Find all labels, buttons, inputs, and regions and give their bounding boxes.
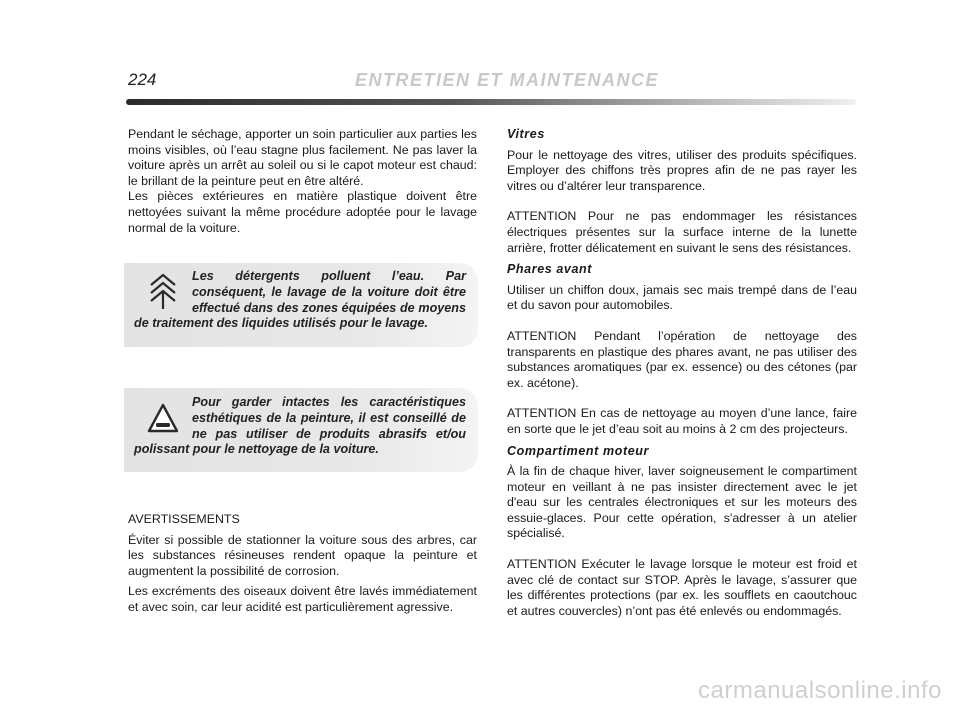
chapter-title: ENTRETIEN ET MAINTENANCE	[355, 70, 660, 90]
warning-paragraph-2: Les excréments des oiseaux doivent être lavés immédiatement et avec soin, car leur acidité est particulièrement agressive.	[128, 584, 477, 614]
header-rule	[126, 99, 856, 105]
moteur-paragraph-2: ATTENTION Exécuter le lavage lorsque le moteur est froid et avec clé de contact sur STOP. Après le lavage, s’assurer que les différentes protections (par ex. les soufflets en caoutchouc et autres couvercles) n’ont pas été enlevés ou endommagés.	[507, 557, 857, 618]
paint-warning-callout-text: Pour garder intactes les caractéristiques esthétiques de la peinture, il est conseillé de ne pas utiliser de produits abrasifs et/ou polissant pour le nettoyage de la voiture.	[134, 395, 466, 457]
environment-chevrons-icon	[146, 271, 180, 311]
phares-heading: Phares avant	[507, 262, 593, 277]
left-paragraph-2: Les pièces extérieures en matière plastique doivent être nettoyées suivant la même procédure adoptée pour le lavage normal de la voiture.	[128, 189, 477, 235]
vitres-heading: Vitres	[507, 127, 545, 141]
warnings-section	[128, 512, 477, 616]
paint-warning-callout	[124, 388, 478, 472]
phares-paragraph-3: ATTENTION En cas de nettoyage au moyen d’une lance, faire en sorte que le jet d’eau soit au moins à 2 cm des projecteurs.	[507, 406, 857, 436]
phares-paragraph-2: ATTENTION Pendant l’opération de nettoyage des transparents en plastique des phares avant, ne pas utiliser des substances aromatiques (par ex. essence) ou des cétones (par ex. acétone).	[507, 328, 857, 390]
watermark: carmanualsonline.info	[698, 677, 942, 704]
right-column	[507, 127, 857, 619]
warning-triangle-icon	[146, 397, 180, 437]
moteur-heading: Compartiment moteur	[507, 443, 649, 458]
environment-callout	[124, 263, 478, 347]
environment-callout-text: Les détergents polluent l’eau. Par conséquent, le lavage de la voiture doit être effectué dans des zones équipées de moyens de traitement des liquides utilisés pour le lavage.	[134, 269, 466, 331]
page-number: 224	[128, 70, 157, 89]
warning-paragraph-1: Éviter si possible de stationner la voiture sous des arbres, car les substances résineuses rendent opaque la peinture et augmentent la possibilité de corrosion.	[128, 532, 477, 578]
warnings-label: AVERTISSEMENTS	[128, 512, 240, 526]
left-paragraph-1: Pendant le séchage, apporter un soin particulier aux parties les moins visibles, où l’eau stagne plus facilement. Ne pas laver la voiture après un arrêt au soleil ou si le capot moteur est chaud: le brillant de la peinture peut en être altéré.	[128, 127, 477, 188]
moteur-paragraph-1: À la fin de chaque hiver, laver soigneusement le compartiment moteur en veillant à ne pas insister directement avec le jet d'eau sur les centrales électroniques et sur les moteurs des essuie-glaces. Pour cette opération, s'adresser à un atelier spécialisé.	[507, 464, 857, 541]
phares-paragraph-1: Utiliser un chiffon doux, jamais sec mais trempé dans de l’eau et du savon pour automobiles.	[507, 282, 857, 313]
vitres-paragraph-2: ATTENTION Pour ne pas endommager les résistances électriques présentes sur la surface interne de la lunette arrière, frotter délicatement en suivant le sens des résistances.	[507, 209, 857, 255]
left-column	[128, 127, 477, 236]
vitres-paragraph-1: Pour le nettoyage des vitres, utiliser des produits spécifiques. Employer des chiffons très propres afin de ne pas rayer les vitres ou d’altérer leur transparence.	[507, 147, 857, 193]
